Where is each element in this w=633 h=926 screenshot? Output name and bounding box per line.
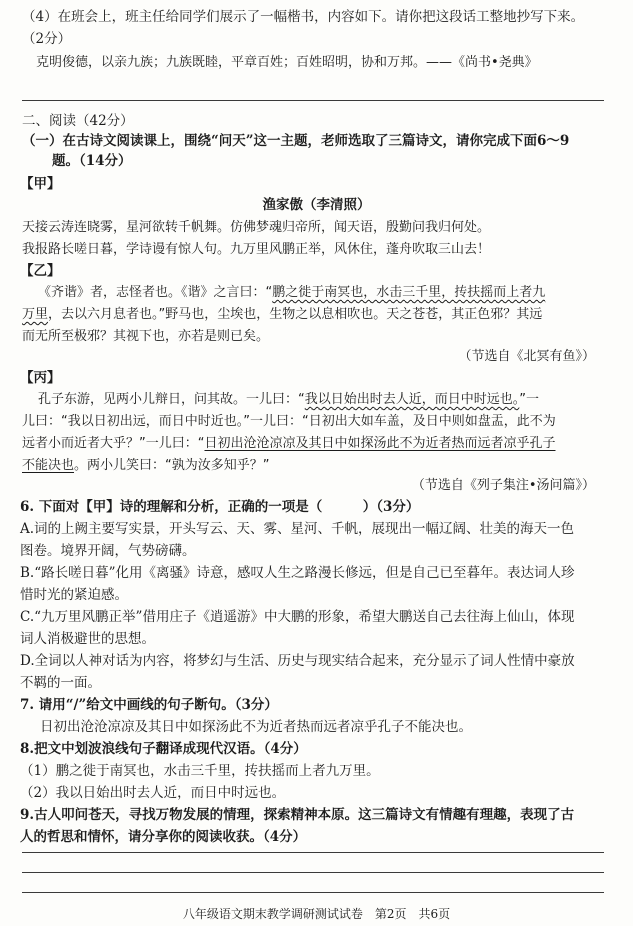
q8-sentence-2: （2）我以日始出时去人近，而日中时远也。 xyxy=(20,785,286,801)
bing-line-1-tail: ”一 xyxy=(519,392,540,407)
q8-sentence-1: （1）鹏之徙于南冥也，水击三千里，抟扶摇而上者九万里。 xyxy=(20,763,380,779)
q8-stem: 8.把文中划波浪线句子翻译成现代汉语。（4分） xyxy=(20,741,307,757)
yi-line-1-text: 《齐谐》者，志怪者也。《谐》之言曰：“ xyxy=(38,285,273,300)
part1-intro-line1: （一）在古诗文阅读课上，围绕“问天”这一主题，老师选取了三篇诗文，请你完成下面6～9 xyxy=(22,133,570,149)
yi-wavy-sentence-part2: 万里 xyxy=(22,307,49,322)
yi-wavy-sentence-part1: 鹏之徙于南冥也，水击三千里，抟扶摇而上者九 xyxy=(272,285,546,300)
answer-line xyxy=(22,872,604,873)
bing-wavy-sentence: 我以日始出时去人近，而日中时远也。 xyxy=(304,392,520,407)
jia-line-1: 天接云涛连晓雾，星河欲转千帆舞。仿佛梦魂归帝所，闻天语，殷勤问我归何处。 xyxy=(22,220,491,235)
yi-line-2-text: ，去以六月息者也。”野马也，尘埃也，生物之以息相吹也。天之苍苍，其正色邪？其远 xyxy=(48,307,543,322)
answer-line xyxy=(22,852,604,853)
bing-underlined-sentence-part1: 日初出沧沧凉凉及其日中如探汤此不为近者热而远者凉乎孔子 xyxy=(204,436,556,451)
jia-line-2: 我报路长嗟日暮，学诗谩有惊人句。九万里风鹏正举，风休住，蓬舟吹取三山去！ xyxy=(22,242,491,257)
q9-stem-line2: 人的哲思和情怀，请分享你的阅读收获。（4分） xyxy=(20,829,307,845)
q4-score: （2分） xyxy=(22,31,72,47)
yi-source: （节选自《北冥有鱼》） xyxy=(458,349,595,364)
yi-line-2 xyxy=(22,306,542,324)
q4-prompt: （4）在班会上，班主任给同学们展示了一幅楷书，内容如下。请你把这段话工整地抄写下来。 xyxy=(22,9,585,25)
yi-line-3: 而无所至极邪？其视下也，亦若是则已矣。 xyxy=(22,329,270,344)
bing-line-3 xyxy=(22,435,556,453)
q6-option-d-line1: D.全词以人神对话为内容，将梦幻与生活、历史与现实结合起来，充分显示了词人性情中豪放 xyxy=(20,653,575,669)
bing-line-1-text: 孔子东游，见两小儿辩日，问其故。一儿曰：“ xyxy=(38,392,305,407)
bing-line-4 xyxy=(22,457,270,475)
yi-label: 【乙】 xyxy=(20,263,61,279)
bing-line-3-text: 远者小而近者大乎？”一儿曰：“ xyxy=(22,436,205,451)
bing-source: （节选自《列子集注•汤问篇》） xyxy=(411,478,595,493)
bing-line-1 xyxy=(38,391,539,409)
part1-intro-line2: 题。（14分） xyxy=(52,153,132,169)
section-heading: 二、阅读（42分） xyxy=(22,113,134,129)
q9-stem-line1: 9.古人叩问苍天，寻找万物发展的情理，探索精神本原。这三篇诗文有情趣有理趣，表现了古 xyxy=(20,807,575,823)
q6-option-b-line2: 惜时光的紧迫感。 xyxy=(20,587,128,603)
answer-line xyxy=(22,100,604,101)
q6-stem: 6. 下面对【甲】诗的理解和分析，正确的一项是（ ）（3分） xyxy=(20,499,420,515)
q6-option-d-line2: 不羁的一面。 xyxy=(20,675,101,691)
q6-option-c-line1: C.“九万里风鹏正举”借用庄子《逍遥游》中大鹏的形象，希望大鹏送自己去往海上仙山，体现 xyxy=(20,609,575,625)
bing-label: 【丙】 xyxy=(20,370,61,386)
q7-sentence: 日初出沧沧凉凉及其日中如探汤此不为近者热而远者凉乎孔子不能决也。 xyxy=(40,719,472,735)
bing-underlined-sentence-part2: 不能决也 xyxy=(22,458,75,473)
q7-stem: 7. 请用“/”给文中画线的句子断句。（3分） xyxy=(20,697,278,713)
q6-option-c-line2: 词人消极避世的思想。 xyxy=(20,631,155,647)
jia-title: 渔家傲（李清照） xyxy=(262,197,371,213)
bing-line-4-text: 。两小儿笑曰：“孰为汝多知乎？” xyxy=(74,458,270,473)
jia-label: 【甲】 xyxy=(20,176,61,192)
q4-quote: 克明俊德，以亲九族；九族既睦，平章百姓；百姓昭明，协和万邦。——《尚书•尧典》 xyxy=(36,55,538,70)
answer-line xyxy=(22,892,604,893)
q6-option-a-line2: 图卷。境界开阔，气势磅礴。 xyxy=(20,543,196,559)
q6-option-b-line1: B.“路长嗟日暮”化用《离骚》诗意，感叹人生之路漫长修远，但是自己已至暮年。表达词人珍 xyxy=(20,565,575,581)
page-footer: 八年级语文期末教学调研测试试卷 第2页 共6页 xyxy=(182,907,451,921)
yi-line-1 xyxy=(38,284,545,302)
q6-option-a-line1: A.词的上阙主要写实景，开头写云、天、雾、星河、千帆，展现出一幅辽阔、壮美的海天一色 xyxy=(20,521,575,537)
bing-line-2: 儿曰：“我以日初出远，而日中时近也。”一儿曰：“日初出大如车盖，及日中则如盘盂，此不为 xyxy=(22,414,556,429)
